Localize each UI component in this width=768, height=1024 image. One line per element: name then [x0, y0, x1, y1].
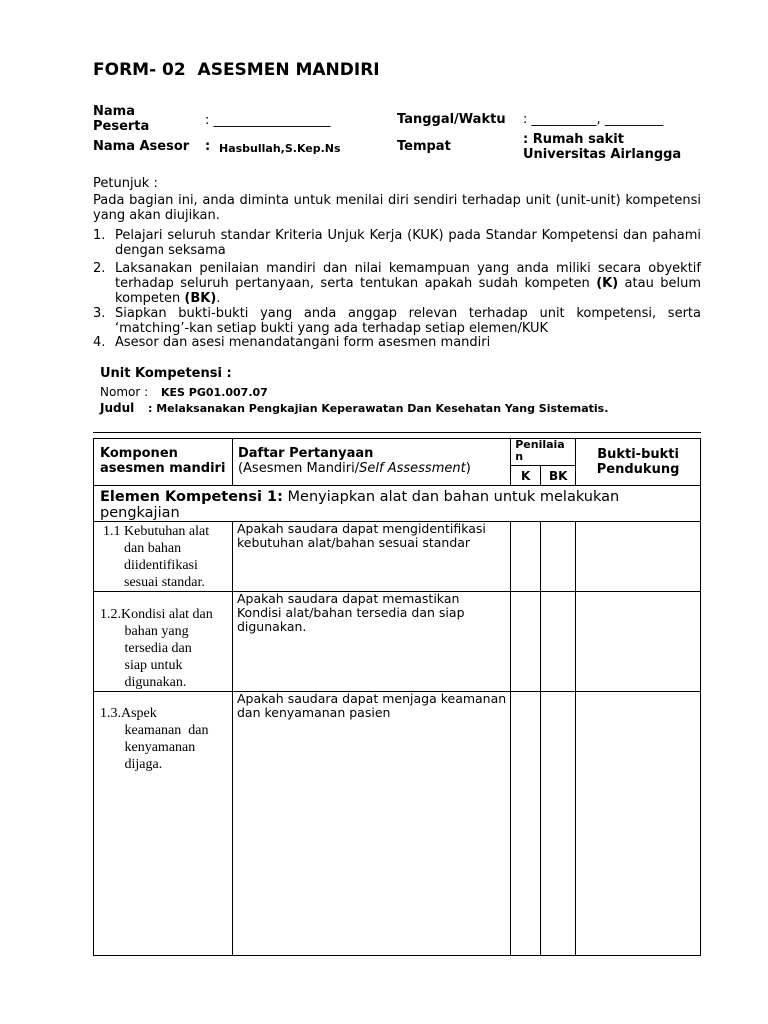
k-checkbox-cell[interactable] — [511, 522, 541, 592]
pertanyaan-cell: Apakah saudara dapat menjaga keamanan dan kenyamanan pasien — [236, 691, 507, 720]
table-row — [94, 522, 701, 592]
komponen-cell: 1.3.Aspek keamanan dan kenyamanan dijaga. — [100, 706, 209, 772]
instruction-item: Asesor dan asesi menandatangani form asesmen mandiri — [115, 335, 491, 350]
bukti-input-cell[interactable] — [576, 692, 701, 956]
header-penilaian: Penilaia n — [515, 438, 565, 463]
pertanyaan-cell: Apakah saudara dapat memastikan Kondisi alat/bahan tersedia dan siap digunakan. — [236, 591, 465, 634]
petunjuk-intro: Pada bagian ini, anda diminta untuk menilai diri sendiri terhadap unit (unit-unit) kompetensi yang akan diujikan. — [93, 193, 701, 223]
judul-label: Judul — [100, 401, 135, 415]
petunjuk-label: Petunjuk : — [93, 176, 158, 191]
tanggal-waktu-label: Tanggal/Waktu — [397, 112, 506, 127]
tempat-value: : Rumah sakit Universitas Airlangga — [523, 132, 682, 162]
bk-checkbox-cell[interactable] — [541, 522, 576, 592]
header-daftar-pertanyaan: Daftar Pertanyaan — [237, 446, 374, 461]
header-daftar-subtitle: (Asesmen Mandiri/Self Assessment) — [237, 461, 471, 476]
judul-value: : Melaksanakan Pengkajian Keperawatan Dan Kesehatan Yang Sistematis. — [148, 402, 609, 415]
nomor-value: KES PG01.007.07 — [161, 386, 268, 399]
header-komponen: Komponen asesmen mandiri — [100, 446, 226, 476]
instruction-number: 1. — [93, 228, 106, 243]
k-checkbox-cell[interactable] — [511, 592, 541, 692]
assessment-table — [93, 438, 701, 956]
header-bk: BK — [548, 468, 568, 483]
header-bukti: Bukti-bukti Pendukung — [596, 447, 680, 477]
k-checkbox-cell[interactable] — [511, 692, 541, 956]
nama-peserta-label: Nama Peserta — [93, 104, 150, 134]
nama-asesor-label: Nama Asesor — [93, 139, 190, 154]
table-row — [94, 692, 701, 956]
komponen-cell: 1.2.Kondisi alat dan bahan yang tersedia dan siap untuk digunakan. — [100, 607, 213, 690]
instruction-item: Siapkan bukti-bukti yang anda anggap relevan terhadap unit kompetensi, serta ‘matching’-kan setiap bukti yang ada terhadap setiap elemen/KUK — [115, 306, 701, 336]
bk-checkbox-cell[interactable] — [541, 592, 576, 692]
komponen-cell: 1.1 Kebutuhan alat dan bahan diidentifikasi sesuai standar. — [103, 524, 210, 590]
tanggal-waktu-field[interactable]: : __________, _________ — [523, 112, 664, 127]
bukti-input-cell[interactable] — [576, 592, 701, 692]
bukti-input-cell[interactable] — [576, 522, 701, 592]
table-top-rule — [93, 432, 701, 433]
nama-asesor-value: Hasbullah,S.Kep.Ns — [219, 142, 341, 155]
form-title: FORM- 02 ASESMEN MANDIRI — [93, 60, 380, 80]
table-row — [94, 592, 701, 692]
tempat-label: Tempat — [397, 139, 451, 154]
instruction-item: Pelajari seluruh standar Kriteria Unjuk Kerja (KUK) pada Standar Kompetensi dan pahami dengan seksama — [115, 228, 701, 258]
pertanyaan-cell: Apakah saudara dapat mengidentifikasi kebutuhan alat/bahan sesuai standar — [236, 521, 486, 550]
elemen-kompetensi-row: Elemen Kompetensi 1: Menyiapkan alat dan bahan untuk melakukan pengkajian — [100, 489, 620, 521]
nomor-label: Nomor : — [100, 385, 149, 399]
nama-peserta-field[interactable]: : __________________ — [205, 113, 331, 128]
unit-kompetensi-heading: Unit Kompetensi : — [100, 366, 232, 381]
instruction-item: Laksanakan penilaian mandiri dan nilai kemampuan yang anda miliki secara obyektif terhadap seluruh pertanyaan, serta tentukan apakah sudah kompeten (K) atau belum kompeten (BK). — [115, 261, 701, 306]
bk-checkbox-cell[interactable] — [541, 692, 576, 956]
instruction-number: 4. — [93, 335, 106, 350]
nama-asesor-colon: : — [205, 139, 211, 154]
instruction-number: 2. — [93, 261, 106, 276]
header-k: K — [521, 468, 531, 483]
instruction-number: 3. — [93, 306, 106, 321]
